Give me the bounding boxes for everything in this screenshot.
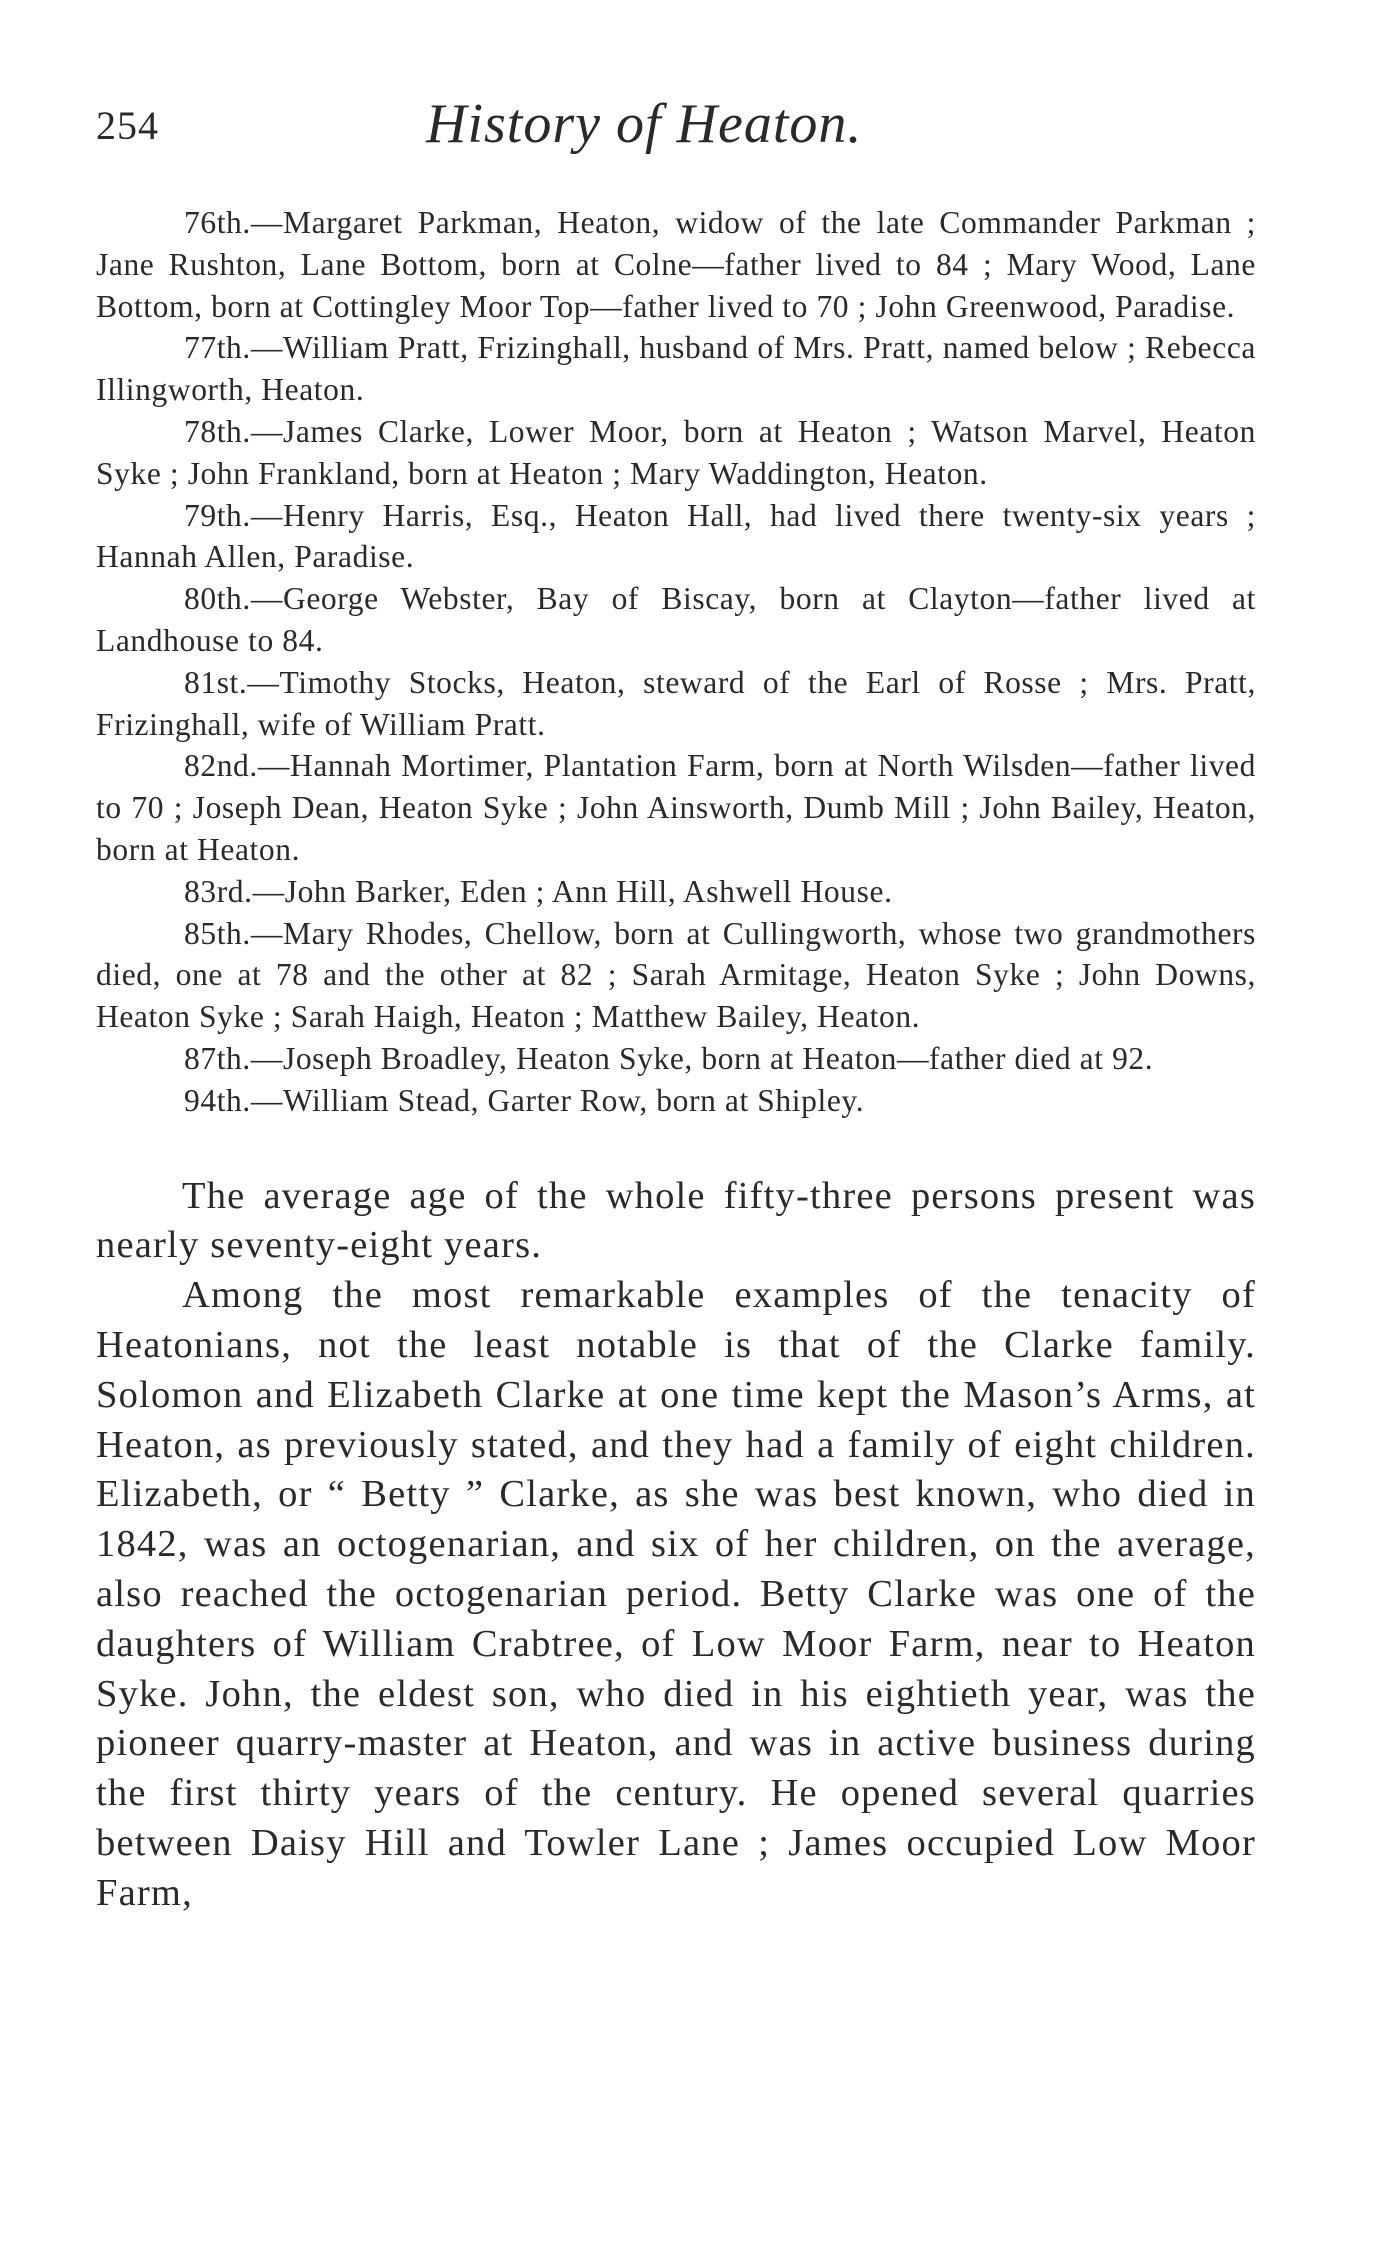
paragraph-average-age: The average age of the whole fifty-three persons present was nearly seventy-eight years. — [96, 1174, 1256, 1267]
list-entry-77th: 77th.—William Pratt, Frizinghall, husband of Mrs. Pratt, named below ; Rebecca Illingworth, Heaton. — [96, 330, 1256, 408]
list-entry-87th: 87th.—Joseph Broadley, Heaton Syke, born at Heaton—father died at 92. — [184, 1040, 1154, 1076]
page-header — [96, 92, 1256, 162]
list-entry-83rd: 83rd.—John Barker, Eden ; Ann Hill, Ashwell House. — [184, 873, 893, 909]
paragraph-clarke-family: Among the most remarkable examples of the tenacity of Heatonians, not the least notable is that of the Clarke family. Solomon and Elizabeth Clarke at one time kept the Mason’s Arms, at Heaton, as previously stated, and they had a family of eight children. Elizabeth, or “ Betty ” Clarke, as she was best known, who died in 1842, was an octogenarian, and six of her children, on the average, also reached the octogenarian period. Betty Clarke was one of the daughters of William Crabtree, of Low Moor Farm, near to Heaton Syke. John, the eldest son, who died in his eightieth year, was the pioneer quarry-master at Heaton, and was in active business during the first thirty years of the century. He opened several quarries between Daisy Hill and Towler Lane ; James occupied Low Moor Farm, — [96, 1274, 1256, 1914]
list-entry-81st: 81st.—Timothy Stocks, Heaton, steward of the Earl of Rosse ; Mrs. Pratt, Frizinghall, wife of William Pratt. — [96, 664, 1256, 742]
list-entry-76th: 76th.—Margaret Parkman, Heaton, widow of the late Commander Parkman ; Jane Rushton, Lane Bottom, born at Colne—father lived to 84 ; Mary Wood, Lane Bottom, born at Cottingley Moor Top—father lived to 70 ; John Greenwood, Paradise. — [96, 205, 1256, 324]
list-entry-94th: 94th.—William Stead, Garter Row, born at Shipley. — [184, 1082, 865, 1118]
list-entry-78th: 78th.—James Clarke, Lower Moor, born at Heaton ; Watson Marvel, Heaton Syke ; John Frankland, born at Heaton ; Mary Waddington, Heaton. — [96, 413, 1256, 491]
book-page — [96, 92, 1256, 1918]
page-number: 254 — [96, 103, 159, 148]
body-text — [96, 1172, 1256, 1919]
age-list — [96, 202, 1256, 1122]
list-entry-85th: 85th.—Mary Rhodes, Chellow, born at Cullingworth, whose two grandmothers died, one at 78 and the other at 82 ; Sarah Armitage, Heaton Syke ; John Downs, Heaton Syke ; Sarah Haigh, Heaton ; Matthew Bailey, Heaton. — [96, 915, 1256, 1035]
list-entry-79th: 79th.—Henry Harris, Esq., Heaton Hall, had lived there twenty-six years ; Hannah Allen, Paradise. — [96, 497, 1256, 575]
list-entry-80th: 80th.—George Webster, Bay of Biscay, born at Clayton—father lived at Landhouse to 84. — [96, 581, 1256, 658]
running-title: History of Heaton. — [426, 93, 863, 155]
list-entry-82nd: 82nd.—Hannah Mortimer, Plantation Farm, born at North Wilsden—father lived to 70 ; Joseph Dean, Heaton Syke ; John Ainsworth, Dumb Mill ; John Bailey, Heaton, born at Heaton. — [96, 748, 1256, 867]
